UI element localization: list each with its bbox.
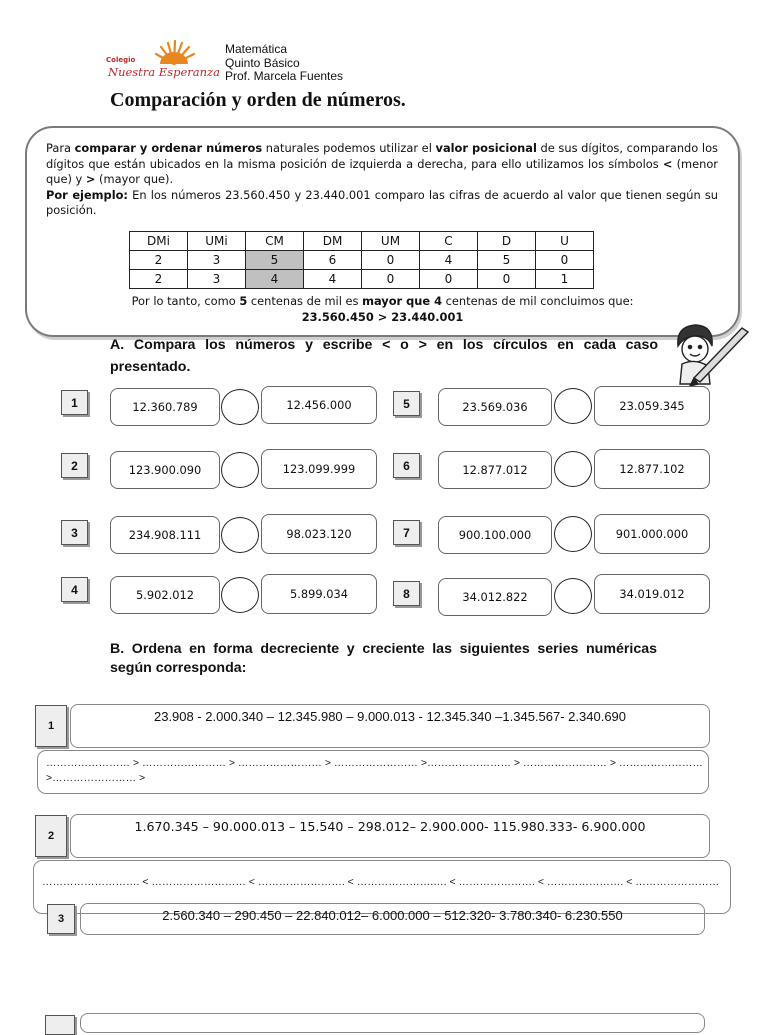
series-box: 2.560.340 – 290.450 – 22.840.012– 6.000.000 – 512.320- 3.780.340- 6.230.550 — [80, 903, 705, 935]
subject: Matemática — [225, 42, 288, 56]
answer-line[interactable]: ………………………. < ……………………… < ……………………. < ………………….…. < …………………. < …………………. < …………………… — [33, 860, 731, 914]
grade: Quinto Básico — [225, 55, 300, 70]
comparison-circle[interactable] — [554, 451, 592, 487]
number-box: 123.099.999 — [261, 449, 377, 489]
item-number: 5 — [393, 391, 420, 416]
info-paragraph-1: Para comparar y ordenar números naturales podemos utilizar el valor posicional de sus dígitos, comparando los dígitos que están ubicados en la misma posición de izquierda a derecha, para ello utilizamos los símbolos < (menor que) y > (mayor que). — [46, 141, 718, 186]
conclusion-text: Por lo tanto, como 5 centenas de mil es mayor que 4 centenas de mil concluimos que: — [131, 294, 634, 308]
conclusion — [60, 293, 705, 325]
number-box: 12.456.000 — [261, 386, 377, 424]
table-cell: 3 — [188, 270, 246, 289]
number-box: 12.877.012 — [438, 451, 552, 489]
table-cell: 4 — [420, 251, 478, 270]
conclusion-result: 23.560.450 > 23.440.001 — [301, 310, 464, 324]
answer-line[interactable]: …………………… > …………………… > …………………… > …………………… >…………………… > …………………… > …………………… >…………………… > — [37, 750, 709, 794]
number-box: 5.899.034 — [261, 574, 377, 614]
table-header-cell: C — [420, 232, 478, 251]
place-value-table — [129, 231, 594, 289]
header-info — [225, 43, 343, 84]
table-cell: 6 — [304, 251, 362, 270]
series-number: 2 — [35, 815, 67, 857]
table-cell: 2 — [130, 270, 188, 289]
number-box: 123.900.090 — [110, 451, 220, 489]
comparison-circle[interactable] — [554, 516, 592, 552]
comparison-circle[interactable] — [554, 388, 592, 424]
page-title: Comparación y orden de números. — [110, 89, 406, 111]
table-cell-highlight: 4 — [246, 270, 304, 289]
number-box: 901.000.000 — [594, 514, 710, 554]
table-cell: 1 — [536, 270, 594, 289]
number-box: 98.023.120 — [261, 514, 377, 554]
item-number: 4 — [61, 577, 88, 602]
table-row — [130, 251, 594, 270]
table-cell: 0 — [362, 270, 420, 289]
number-box: 23.569.036 — [438, 388, 552, 426]
comparison-circle[interactable] — [554, 578, 592, 614]
table-header-cell: U — [536, 232, 594, 251]
series-number: 1 — [35, 705, 67, 747]
teacher: Prof. Marcela Fuentes — [225, 69, 344, 83]
table-header-cell: DM — [304, 232, 362, 251]
comparison-circle[interactable] — [221, 517, 259, 553]
table-cell: 4 — [304, 270, 362, 289]
school-logo — [104, 40, 224, 82]
item-number: 1 — [61, 390, 88, 415]
item-number: 6 — [393, 453, 420, 478]
table-cell: 0 — [420, 270, 478, 289]
item-number: 2 — [61, 453, 88, 478]
item-number: 7 — [393, 520, 420, 545]
table-cell: 2 — [130, 251, 188, 270]
item-number: 3 — [61, 520, 88, 545]
table-header-cell: DMi — [130, 232, 188, 251]
table-cell: 0 — [362, 251, 420, 270]
comparison-circle[interactable] — [221, 389, 259, 425]
table-cell: 0 — [536, 251, 594, 270]
table-row — [130, 270, 594, 289]
table-cell: 3 — [188, 251, 246, 270]
number-box: 12.877.102 — [594, 449, 710, 489]
item-number: 8 — [393, 581, 420, 606]
number-box: 23.059.345 — [594, 386, 710, 426]
table-cell-highlight: 5 — [246, 251, 304, 270]
number-box: 34.019.012 — [594, 574, 710, 614]
table-header-cell: D — [478, 232, 536, 251]
series-box: 1.670.345 – 90.000.013 – 15.540 – 298.012– 2.900.000- 115.980.333- 6.900.000 — [70, 814, 710, 858]
number-box: 34.012.822 — [438, 578, 552, 616]
table-header-row — [130, 232, 594, 251]
number-box: 234.908.111 — [110, 516, 220, 554]
series-number-partial — [45, 1015, 75, 1035]
series-box: 23.908 - 2.000.340 – 12.345.980 – 9.000.013 - 12.345.340 –1.345.567- 2.340.690 — [70, 704, 710, 748]
number-box: 5.902.012 — [110, 576, 220, 614]
series-number: 3 — [47, 904, 75, 934]
series-box-partial — [80, 1013, 705, 1033]
table-cell: 0 — [478, 270, 536, 289]
logo-school-name: Nuestra Esperanza — [108, 65, 220, 79]
section-b-instructions: B. Ordena en forma decreciente y creciente las siguientes series numéricas según corresponda: — [110, 641, 657, 676]
logo-prefix: Colegio — [106, 56, 136, 64]
girl-pencil-illustration — [664, 320, 750, 390]
table-header-cell: UM — [362, 232, 420, 251]
number-box: 12.360.789 — [110, 388, 220, 426]
info-text — [46, 141, 718, 219]
section-a-instructions: A. Compara los números y escribe < o > en los círculos en cada caso presentado. — [110, 337, 658, 375]
table-cell: 5 — [478, 251, 536, 270]
number-box: 900.100.000 — [438, 516, 552, 554]
table-header-cell: CM — [246, 232, 304, 251]
table-header-cell: UMi — [188, 232, 246, 251]
comparison-circle[interactable] — [221, 577, 259, 613]
info-paragraph-2: Por ejemplo: En los números 23.560.450 y 23.440.001 comparo las cifras de acuerdo al valor que tienen según su posición. — [46, 187, 718, 217]
comparison-circle[interactable] — [221, 452, 259, 488]
